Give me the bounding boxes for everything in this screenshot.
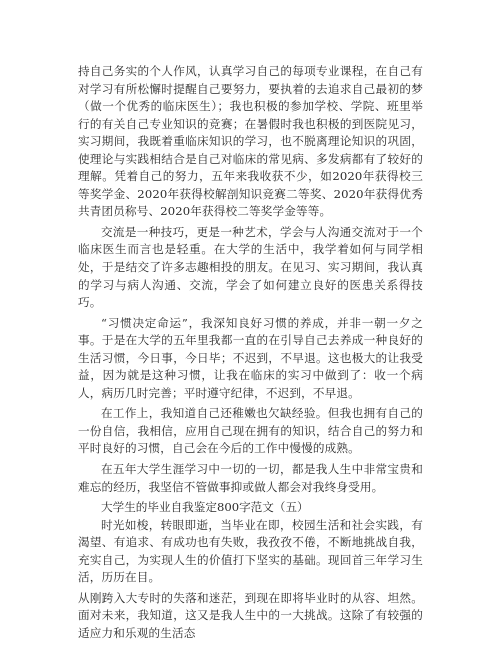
paragraph-transition: 从刚跨入大专时的失落和迷茫，到现在即将毕业时的从容、坦然。面对未来，我知道，这又是我人生中的一大挑战。这除了有较强的适应力和乐观的生活态 [78,590,423,640]
section-heading: 大学生的毕业自我鉴定800字范文（五） [101,500,309,515]
paragraph-intro-five: 时光如梭，转眼即逝，当毕业在即，校园生活和社会实践，有渴望、有追求、有成功也有失败，我孜孜不倦，不断地挑战自我，充实自己，为实现人生的价值打下坚实的基础。现回首三年学习生活，历历在目。 [78,517,423,585]
paragraph-work: 在工作上，我知道自己还稚嫩也欠缺经验。但我也拥有自己的一份自信，我相信，应用自己现在拥有的知识，结合自己的努力和平时良好的习惯，自己会在今后的工作中慢慢的成熟。 [78,406,423,456]
document-body [78,63,423,643]
paragraph-summary: 在五年大学生涯学习中一切的一切，都是我人生中非常宝贵和难忘的经历，我坚信不管做事抑或做人都会对我终身受用。 [78,462,423,494]
paragraph-academic: 持自己务实的个人作风，认真学习自己的每项专业课程，在自己有对学习有所松懈时提醒自己要努力，要执着的去追求自己最初的梦（做一个优秀的临床医生）；我也积极的参加学校、学院、班里举行的有关自己专业知识的竞赛；在暑假时我也积极的到医院见习，实习期间，我既着重临床知识的学习，也不脱离理论知识的巩固，使理论与实践相结合是自己对临床的常见病、多发病都有了较好的理解。凭着自己的努力，五年来我收获不少，如2020年获得校三等奖学金、2020年获得校解剖知识竞赛二等奖、2020年获得优秀共青团员称号、2020年获得校二等奖学金等等。 [78,64,423,219]
paragraph-habits: “习惯决定命运”，我深知良好习惯的养成，并非一朝一夕之事。于是在大学的五年里我都一直的在引导自己去养成一种良好的生活习惯，今日事，今日毕；不迟到，不早退。这也极大的让我受益，因为就是这种习惯，让我在临床的实习中做到了：收一个病人，病历几时完善；平时遵守纪律，不迟到，不早退。 [78,315,423,400]
paragraph-communication: 交流是一种技巧，更是一种艺术，学会与人沟通交流对于一个临床医生而言也是轻重。在大学的生活中，我学着如何与同学相处，于是结交了许多志趣相投的朋友。在见习、实习期间，我认真的学习与病人沟通、交流，学会了如何建立良好的医患关系得技巧。 [78,224,423,310]
